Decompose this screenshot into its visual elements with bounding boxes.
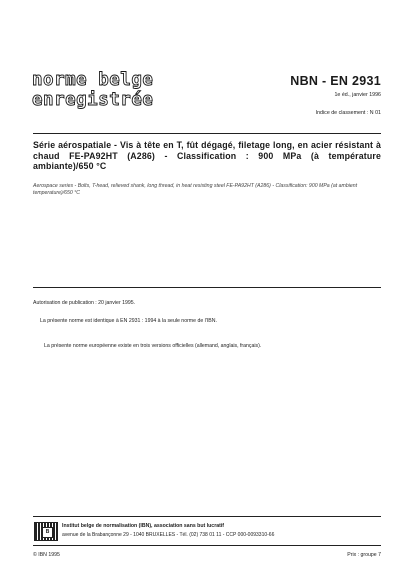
publication-authorization: Autorisation de publication : 20 janvier 1995. [33, 300, 136, 306]
price-group: Prix : groupe 7 [347, 552, 381, 558]
ibn-logo [34, 522, 58, 541]
institute-address: avenue de la Brabançonne 29 - 1040 BRUXELLES - Tél. (02) 738 01 11 - CCP 000-0093310-66 [62, 532, 275, 538]
edition-date: 1e éd., janvier 1996 [334, 92, 381, 98]
standard-number: NBN - EN 2931 [290, 74, 381, 88]
institute-name: Institut belge de normalisation (IBN), association sans but lucratif [62, 523, 224, 529]
document-title-fr: Série aérospatiale - Vis à tête en T, fût dégagé, filetage long, en acier résistant à chaud FE-PA92HT (A286) - Classification : 900 MPa (à température ambiante)/650 °C [33, 140, 381, 172]
top-divider [33, 133, 381, 134]
identity-statement: La présente norme est identique à EN 2931 : 1994 à la seule norme de l'IBN. [40, 318, 217, 324]
copyright: © IBN 1995 [33, 552, 60, 558]
brand-line-2: enregistrée [32, 90, 154, 110]
ibn-logo-mark: B [42, 527, 53, 538]
language-versions-statement: La présente norme européenne existe en trois versions officielles (allemand, anglais, français). [44, 343, 262, 349]
document-title-en: Aerospace series - Bolts, T-head, relieved shank, long thread, in heat resisting steel FE-PA92HT (A286) - Classification: 900 MPa (at ambient temperature)/650 °C [33, 183, 358, 196]
footer-divider [33, 516, 381, 517]
bottom-divider [33, 545, 381, 546]
brand-line-1: norme belge [32, 70, 154, 90]
middle-divider [33, 287, 381, 288]
classification-index: Indice de classement : N 01 [315, 110, 381, 116]
